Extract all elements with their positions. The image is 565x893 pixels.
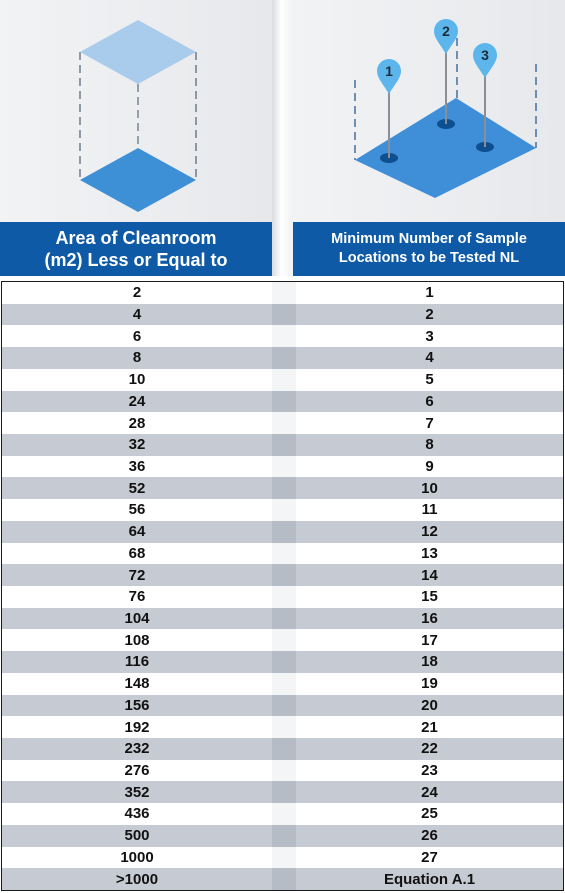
table-row — [2, 608, 563, 630]
row-divider — [272, 673, 296, 695]
area-cell: 24 — [128, 392, 146, 410]
area-header-line2: (m2) Less or Equal to — [44, 250, 228, 270]
area-cell: 192 — [124, 718, 150, 736]
area-cell: 232 — [124, 740, 150, 758]
locations-cell: 26 — [421, 827, 438, 845]
area-cell: 52 — [128, 479, 146, 497]
locations-cell: 3 — [425, 327, 434, 345]
table-row — [2, 781, 563, 803]
table-row — [2, 825, 563, 847]
row-divider — [272, 412, 296, 434]
pin-label-3: 3 — [481, 47, 489, 63]
row-divider — [272, 825, 296, 847]
row-divider — [272, 543, 296, 565]
table-row — [2, 695, 563, 717]
locations-header-line2: Locations to be Tested NL — [338, 250, 520, 266]
area-header-line1: Area of Cleanroom — [55, 228, 217, 248]
area-cell: 68 — [128, 544, 146, 562]
area-cell: 108 — [124, 631, 150, 649]
area-cell: 76 — [128, 588, 146, 606]
pin-marker-2 — [434, 19, 458, 54]
table-row — [2, 347, 563, 369]
row-divider — [272, 781, 296, 803]
table-row — [2, 651, 563, 673]
table-row — [2, 434, 563, 456]
bottom-square-shape — [80, 148, 196, 212]
locations-cell: 14 — [421, 566, 438, 584]
row-divider — [272, 477, 296, 499]
row-divider — [272, 564, 296, 586]
area-cell: 10 — [128, 371, 146, 389]
pin-marker-3 — [473, 43, 497, 78]
area-cell: 8 — [132, 349, 142, 367]
row-divider — [272, 629, 296, 651]
locations-cell: 7 — [425, 414, 434, 432]
row-divider — [272, 434, 296, 456]
table-row — [2, 564, 563, 586]
table-row — [2, 716, 563, 738]
locations-cell: 11 — [421, 501, 438, 519]
table-row — [2, 847, 563, 869]
locations-cell: 17 — [421, 631, 438, 649]
area-cell: 156 — [124, 696, 150, 714]
table-row — [2, 543, 563, 565]
locations-cell: 20 — [421, 696, 438, 714]
area-cell: 32 — [128, 436, 146, 454]
row-divider — [272, 738, 296, 760]
area-cell: 72 — [128, 566, 146, 584]
area-cell: 4 — [132, 306, 142, 324]
locations-header-line1: Minimum Number of Sample — [331, 231, 527, 247]
area-cell: 28 — [128, 414, 146, 432]
table-row — [2, 803, 563, 825]
area-cell: 116 — [124, 653, 150, 671]
row-divider — [272, 608, 296, 630]
locations-cell: 27 — [421, 848, 438, 866]
row-divider — [272, 347, 296, 369]
table-row — [2, 391, 563, 413]
row-divider — [272, 803, 296, 825]
area-cell: 352 — [124, 783, 150, 801]
locations-cell: 13 — [421, 544, 438, 562]
row-divider — [272, 521, 296, 543]
table-row — [2, 477, 563, 499]
locations-cell: 21 — [421, 718, 438, 736]
locations-column-header — [293, 222, 565, 276]
area-column-header — [0, 222, 272, 276]
table-row — [2, 325, 563, 347]
table-row — [2, 282, 563, 304]
locations-cell: 24 — [421, 783, 438, 801]
area-cell: 104 — [124, 610, 150, 628]
area-cell: 276 — [124, 762, 150, 780]
sample-locations-table — [1, 281, 564, 891]
area-cell: 6 — [132, 327, 142, 345]
locations-cell: 10 — [421, 479, 438, 497]
table-row — [2, 760, 563, 782]
area-cell: 436 — [124, 805, 150, 823]
locations-cell: 1 — [425, 284, 434, 302]
row-divider — [272, 282, 296, 304]
locations-cell: 12 — [421, 523, 438, 541]
table-row — [2, 304, 563, 326]
area-cell: 64 — [128, 523, 146, 541]
area-cell: 1000 — [120, 848, 154, 866]
table-row — [2, 521, 563, 543]
row-divider — [272, 847, 296, 869]
table-row — [2, 738, 563, 760]
sampling-plane-illustration — [293, 0, 565, 222]
row-divider — [272, 304, 296, 326]
locations-cell: 23 — [421, 762, 438, 780]
area-cell: >1000 — [115, 870, 159, 888]
locations-cell: 6 — [425, 392, 434, 410]
locations-cell: 4 — [425, 349, 434, 367]
table-row — [2, 673, 563, 695]
locations-cell: Equation A.1 — [383, 870, 476, 888]
area-cell: 36 — [128, 458, 146, 476]
row-divider — [272, 499, 296, 521]
locations-cell: 2 — [425, 306, 434, 324]
row-divider — [272, 369, 296, 391]
table-row — [2, 369, 563, 391]
pin-marker-1 — [377, 59, 401, 94]
row-divider — [272, 868, 296, 890]
locations-cell: 19 — [421, 675, 438, 693]
row-divider — [272, 760, 296, 782]
top-square-shape — [80, 20, 196, 84]
cube-outline-illustration — [0, 0, 272, 222]
locations-cell: 8 — [425, 436, 434, 454]
table-row — [2, 586, 563, 608]
row-divider — [272, 651, 296, 673]
area-cell: 148 — [124, 675, 150, 693]
row-divider — [272, 716, 296, 738]
area-cell: 56 — [128, 501, 146, 519]
table-row — [2, 456, 563, 478]
table-row — [2, 868, 563, 890]
locations-cell: 22 — [421, 740, 438, 758]
area-cell: 500 — [124, 827, 150, 845]
locations-cell: 15 — [421, 588, 438, 606]
pin-label-1: 1 — [385, 63, 393, 79]
table-row — [2, 499, 563, 521]
row-divider — [272, 456, 296, 478]
table-row — [2, 412, 563, 434]
locations-cell: 16 — [421, 610, 438, 628]
locations-cell: 18 — [421, 653, 438, 671]
locations-cell: 25 — [421, 805, 438, 823]
row-divider — [272, 391, 296, 413]
row-divider — [272, 586, 296, 608]
locations-cell: 5 — [425, 371, 434, 389]
row-divider — [272, 325, 296, 347]
table-row — [2, 629, 563, 651]
locations-cell: 9 — [425, 458, 434, 476]
area-cell: 2 — [132, 284, 142, 302]
column-divider — [272, 0, 293, 276]
pin-label-2: 2 — [442, 23, 450, 39]
row-divider — [272, 695, 296, 717]
